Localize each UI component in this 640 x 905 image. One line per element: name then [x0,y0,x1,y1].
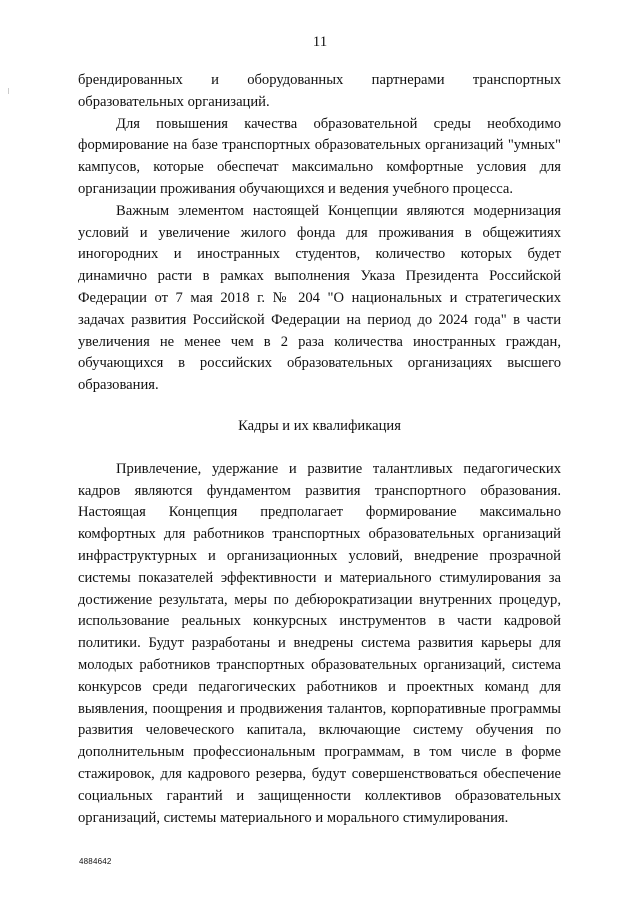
paragraph-continuation: брендированных и оборудованных партнерами транспортных образовательных организаций. [78,72,561,110]
document-body [78,70,561,829]
paragraph-personnel: Привлечение, удержание и развитие талантливых педагогических кадров являются фундаментом развития транспортного образования. Настоящая Концепция предполагает формирование максимально комфортных для работников транспортных образовательных организаций инфраструктурных и организационных условий, внедрение прозрачной системы показателей эффективности и материального стимулирования за достижение результата, меры по дебюрократизации внутренних процедур, использование реальных конкурсных инструментов в части кадровой политики. Будут разработаны и внедрены система развития карьеры для молодых работников транспортных образовательных организаций, система конкурсов среди педагогических работников и проектных команд для выявления, поощрения и продвижения талантов, корпоративные программы развития человеческого капитала, включающие систему обучения по дополнительным профессиональным программам, в том числе в форме стажировок, для кадрового резерва, будут совершенствоваться обеспечение социальных гарантий и защищенности коллективов образовательных организаций, системы материального и морального стимулирования. [78,460,561,826]
section-heading: Кадры и их квалификация [238,417,401,434]
paragraph-dormitories: Важным элементом настоящей Концепции являются модернизация условий и увеличение жилого фонда для проживания в общежитиях иногородних и иностранных студентов, количество которых будет динамично расти в рамках выполнения Указа Президента Российской Федерации от 7 мая 2018 г. № 204 "О национальных и стратегических задачах развития Российской Федерации на период до 2024 года" в части увеличения не менее чем в 2 раза количества иностранных граждан, обучающихся в российских образовательных организациях высшего образования. [78,202,561,394]
page-number: 11 [312,34,328,50]
paragraph-smart-campuses: Для повышения качества образовательной среды необходимо формирование на базе транспортных образовательных организаций "умных" кампусов, которые обеспечат максимально комфортные условия для организации проживания обучающихся и ведения учебного процесса. [78,115,561,197]
scan-margin-mark [8,88,9,94]
document-code: 4884642 [79,857,112,866]
